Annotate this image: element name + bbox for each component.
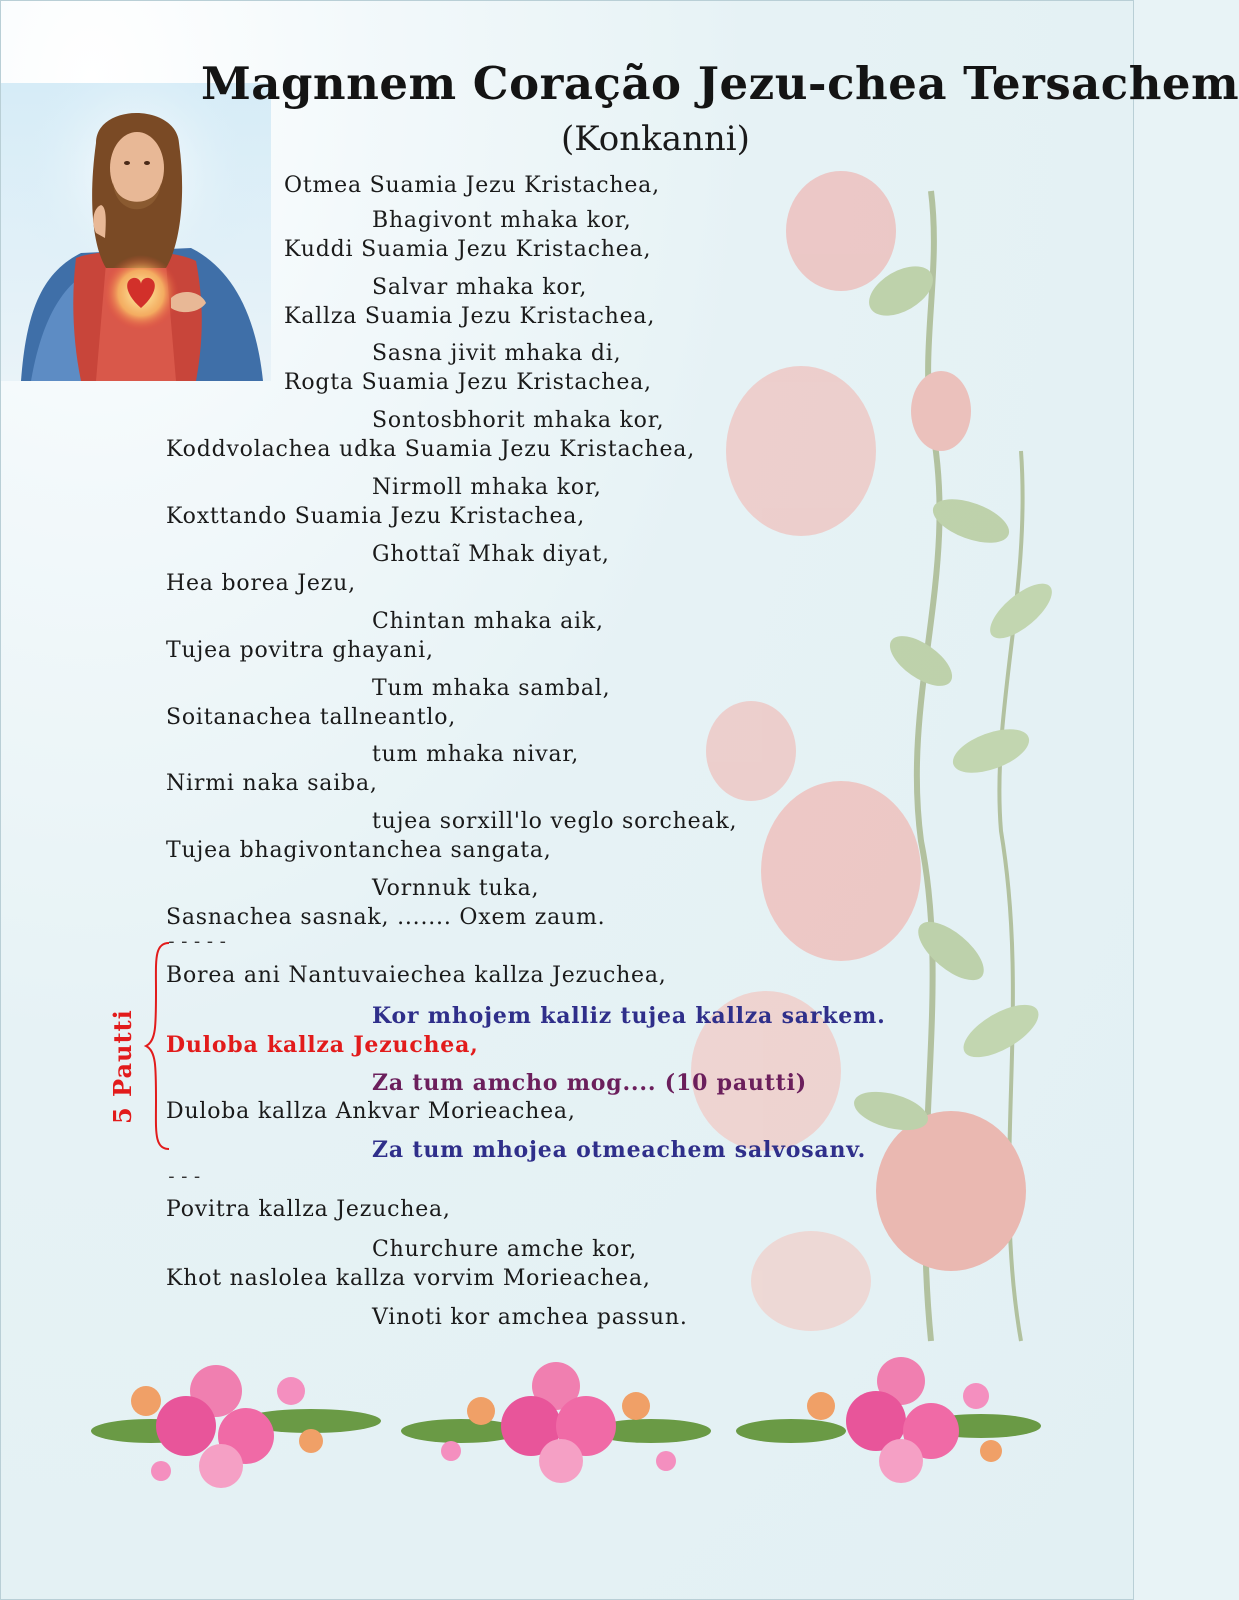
prayer-line: Bhagivont mhaka kor, (372, 208, 632, 233)
rose-bouquet-center (391, 1311, 731, 1541)
prayer-line: Hea borea Jezu, (166, 571, 356, 596)
prayer-line: Povitra kallza Jezuchea, (166, 1197, 451, 1222)
page-subtitle: (Konkanni) (561, 119, 750, 159)
prayer-line: Sasnachea sasnak, ....... Oxem zaum. (166, 905, 606, 930)
prayer-line: Soitanachea tallneantlo, (166, 705, 457, 730)
response-line: Za tum mhojea otmeachem salvosanv. (372, 1137, 867, 1163)
prayer-line: Ghottaĩ Mhak diyat, (372, 542, 610, 567)
prayer-line: Nirmi naka saiba, (166, 771, 378, 796)
prayer-line: Vornnuk tuka, (372, 876, 540, 901)
prayer-line: tujea sorxill'lo veglo sorcheak, (372, 809, 738, 834)
sacred-heart-portrait (1, 83, 271, 381)
curly-brace-icon (144, 941, 174, 1151)
prayer-line: Khot naslolea kallza vorvim Morieachea, (166, 1266, 651, 1291)
rose-bouquet-right (721, 1311, 1061, 1541)
prayer-line: tum mhaka nivar, (372, 742, 580, 767)
response-line: Kor mhojem kalliz tujea kallza sarkem. (372, 1003, 886, 1029)
prayer-line: Salvar mhaka kor, (372, 275, 588, 300)
repeat-count-label: 5 Pautti (108, 1009, 137, 1124)
rose-bouquet-left (61, 1311, 401, 1541)
prayer-line: Sontosbhorit mhaka kor, (372, 408, 665, 433)
prayer-line: Churchure amche kor, (372, 1237, 638, 1262)
prayer-line: Rogta Suamia Jezu Kristachea, (284, 370, 652, 395)
prayer-line: Kallza Suamia Jezu Kristachea, (284, 304, 656, 329)
prayer-line: Tum mhaka sambal, (372, 676, 611, 701)
prayer-line: Tujea bhagivontanchea sangata, (166, 838, 552, 863)
invocation-line: Duloba kallza Jezuchea, (166, 1032, 479, 1058)
prayer-line: Duloba kallza Ankvar Morieachea, (166, 1099, 576, 1124)
prayer-line: Koxttando Suamia Jezu Kristachea, (166, 504, 585, 529)
section-divider: --- (166, 1166, 205, 1187)
response-line: Za tum amcho mog.... (10 pautti) (372, 1070, 807, 1096)
page-title: Magnnem Coração Jezu-chea Tersachem (201, 57, 1239, 110)
prayer-line: Borea ani Nantuvaiechea kallza Jezuchea, (166, 963, 667, 988)
prayer-line: Chintan mhaka aik, (372, 609, 604, 634)
prayer-line: Kuddi Suamia Jezu Kristachea, (284, 237, 652, 262)
prayer-line: Koddvolachea udka Suamia Jezu Kristachea, (166, 437, 696, 462)
prayer-line: Vinoti kor amchea passun. (372, 1305, 688, 1330)
prayer-line: Tujea povitra ghayani, (166, 638, 434, 663)
prayer-line: Nirmoll mhaka kor, (372, 475, 602, 500)
prayer-line: Sasna jivit mhaka di, (372, 341, 622, 366)
section-divider: ----- (166, 931, 231, 952)
prayer-line: Otmea Suamia Jezu Kristachea, (284, 173, 660, 198)
climbing-roses-decoration (691, 191, 1135, 1351)
